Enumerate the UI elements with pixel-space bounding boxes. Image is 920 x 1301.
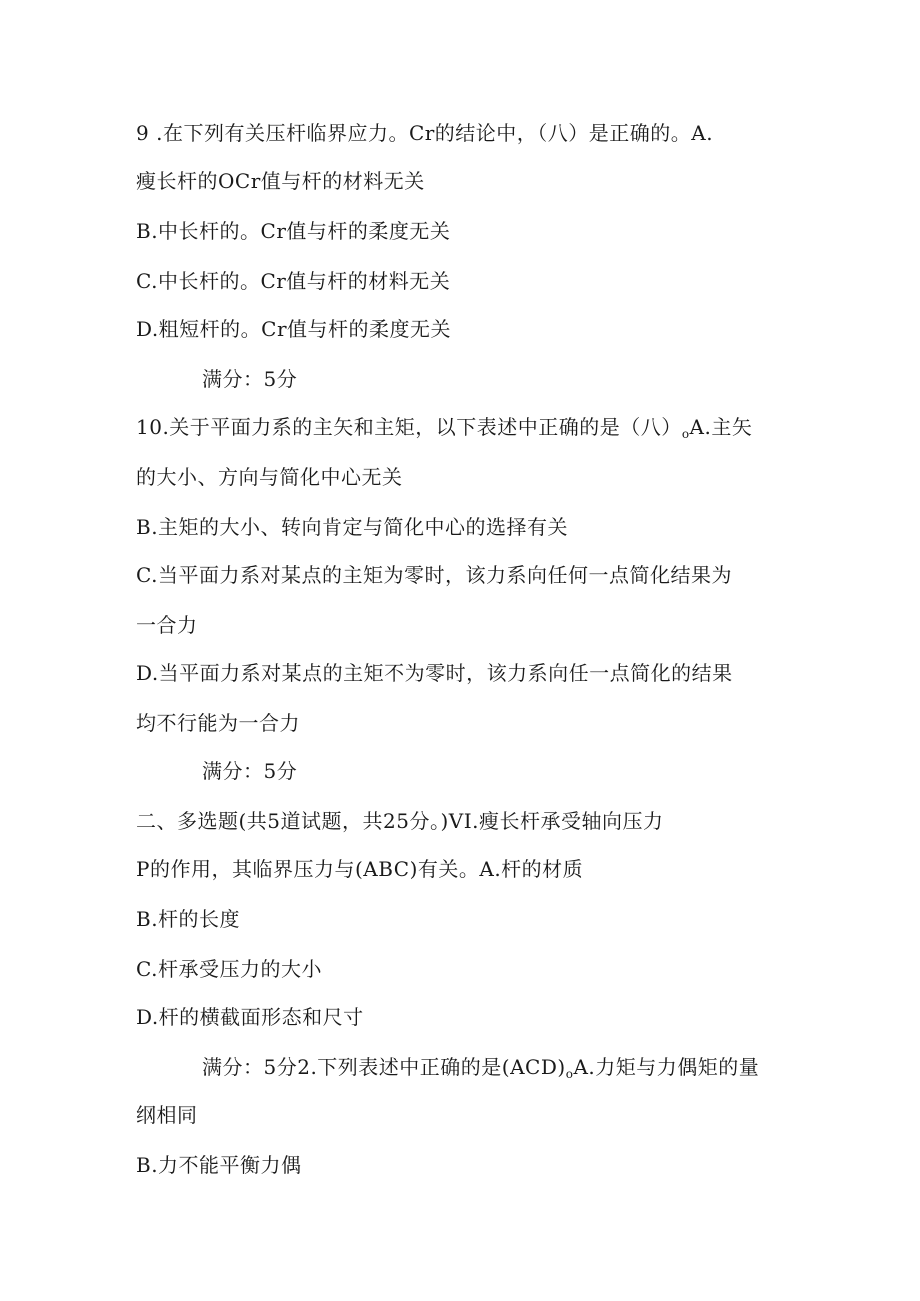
question-10-option-a-start: A.主矢 — [689, 415, 753, 439]
multi-q2-option-a-start: A.力矩与力偶矩的量 — [573, 1055, 760, 1079]
question-10-option-a: 的大小、方向与简化中心无关 — [136, 465, 403, 489]
question-10-stem: 10.关于平面力系的主矢和主矩，以下表述中正确的是（八） — [136, 415, 682, 439]
question-10-option-d-cont: 均不行能为一合力 — [136, 711, 300, 735]
multi-q2-stem: 满分：5分2.下列表述中正确的是(ACD) — [202, 1055, 566, 1079]
question-10-option-b: B.主矩的大小、转向肯定与简化中心的选择有关 — [136, 515, 569, 539]
section-multi-choice-heading: 二、多选题(共5道试题，共25分。)VI.瘦长杆承受轴向压力 — [136, 809, 664, 833]
question-9-score: 满分：5分 — [202, 367, 298, 391]
question-9-option-b: B.中长杆的。Cr值与杆的柔度无关 — [136, 219, 451, 243]
question-9-text: 9 .在下列有关压杆临界应力。Cr的结论中，（八）是正确的。A. — [136, 121, 714, 145]
question-10-score: 满分：5分 — [202, 759, 298, 783]
question-10-option-c: C.当平面力系对某点的主矩为零时，该力系向任何一点简化结果为 — [136, 563, 732, 587]
multi-q2-text — [202, 1054, 759, 1087]
multi-q1-option-d: D.杆的横截面形态和尺寸 — [136, 1005, 364, 1029]
multi-q2-option-a: 纲相同 — [136, 1103, 198, 1127]
multi-q1-option-c: C.杆承受压力的大小 — [136, 957, 322, 981]
question-10-text — [136, 414, 752, 447]
question-10-option-d: D.当平面力系对某点的主矩不为零时，该力系向任一点简化的结果 — [136, 661, 733, 685]
question-9-option-a: 瘦长杆的OCr值与杆的材料无关 — [136, 169, 425, 193]
question-9-option-d: D.粗短杆的。Cr值与杆的柔度无关 — [136, 317, 452, 341]
question-10-option-c-cont: 一合力 — [136, 613, 198, 637]
multi-q1-text: P的作用，其临界压力与(ABC)有关。A.杆的材质 — [136, 857, 584, 881]
multi-q1-option-b: B.杆的长度 — [136, 907, 241, 931]
question-10-subscript: o — [681, 427, 690, 441]
multi-q2-subscript: o — [565, 1067, 574, 1081]
multi-q2-option-b: B.力不能平衡力偶 — [136, 1153, 302, 1177]
question-9-option-c: C.中长杆的。Cr值与杆的材料无关 — [136, 269, 451, 293]
